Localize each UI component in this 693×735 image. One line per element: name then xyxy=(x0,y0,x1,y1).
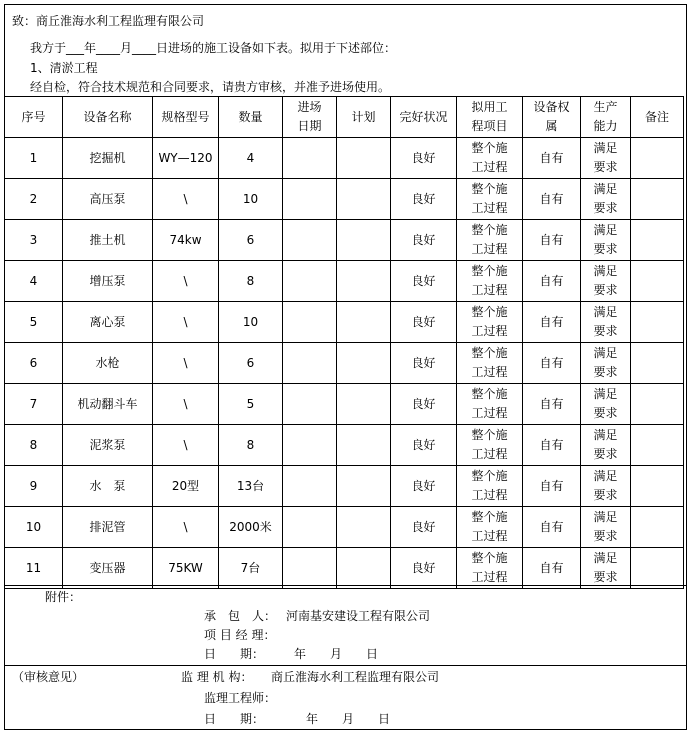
cell-plan xyxy=(337,261,391,302)
addressee-line: 致：商丘淮海水利工程监理有限公司 xyxy=(12,14,205,28)
cell-condition: 良好 xyxy=(391,548,457,589)
table-row xyxy=(5,384,684,425)
cell-qty: 5 xyxy=(219,384,283,425)
cell-condition: 良好 xyxy=(391,138,457,179)
cell-name: 机动翻斗车 xyxy=(63,384,153,425)
table-row xyxy=(5,343,684,384)
cell-condition: 良好 xyxy=(391,466,457,507)
cell-capacity: 满足 要求 xyxy=(581,507,631,548)
cell-plan xyxy=(337,548,391,589)
cell-project: 整个施 工过程 xyxy=(457,179,523,220)
cell-remark xyxy=(631,384,684,425)
table-row xyxy=(5,261,684,302)
cell-entry-date xyxy=(283,425,337,466)
cell-qty: 7台 xyxy=(219,548,283,589)
cell-name: 离心泵 xyxy=(63,302,153,343)
table-row xyxy=(5,179,684,220)
attachment-label: 附件： xyxy=(45,590,82,604)
supervisor-name: 商丘淮海水利工程监理有限公司 xyxy=(271,670,440,684)
self-check-note: 经自检，符合技术规范和合同要求，请贵方审核，并准予进场使用。 xyxy=(30,80,391,94)
table-row xyxy=(5,302,684,343)
cell-qty: 2000米 xyxy=(219,507,283,548)
cell-seq: 2 xyxy=(5,179,63,220)
cell-model: \ xyxy=(153,384,219,425)
cell-qty: 13台 xyxy=(219,466,283,507)
cell-model: 75KW xyxy=(153,548,219,589)
cell-condition: 良好 xyxy=(391,507,457,548)
supervisor-label: 监 理 机 构： xyxy=(181,670,253,684)
cell-plan xyxy=(337,179,391,220)
table-row xyxy=(5,425,684,466)
cell-condition: 良好 xyxy=(391,425,457,466)
cell-entry-date xyxy=(283,138,337,179)
cell-remark xyxy=(631,507,684,548)
cell-qty: 4 xyxy=(219,138,283,179)
cell-capacity: 满足 要求 xyxy=(581,261,631,302)
cell-remark xyxy=(631,548,684,589)
cell-plan xyxy=(337,466,391,507)
header-plan: 计划 xyxy=(337,97,391,138)
cell-plan xyxy=(337,343,391,384)
cell-ownership: 自有 xyxy=(523,261,581,302)
cell-capacity: 满足 要求 xyxy=(581,548,631,589)
cell-name: 水 泵 xyxy=(63,466,153,507)
cell-seq: 11 xyxy=(5,548,63,589)
cell-entry-date xyxy=(283,302,337,343)
cell-remark xyxy=(631,179,684,220)
review-opinion-label: （审核意见） xyxy=(12,670,85,684)
cell-condition: 良好 xyxy=(391,179,457,220)
header-qty: 数量 xyxy=(219,97,283,138)
cell-seq: 3 xyxy=(5,220,63,261)
table-row xyxy=(5,507,684,548)
cell-condition: 良好 xyxy=(391,343,457,384)
cell-entry-date xyxy=(283,179,337,220)
cell-plan xyxy=(337,425,391,466)
table-row xyxy=(5,220,684,261)
table-header-row xyxy=(5,97,684,138)
cell-model: \ xyxy=(153,261,219,302)
cell-model: \ xyxy=(153,302,219,343)
cell-capacity: 满足 要求 xyxy=(581,220,631,261)
cell-ownership: 自有 xyxy=(523,466,581,507)
cell-qty: 10 xyxy=(219,302,283,343)
cell-entry-date xyxy=(283,548,337,589)
table-row xyxy=(5,138,684,179)
cell-remark xyxy=(631,466,684,507)
table-row xyxy=(5,466,684,507)
cell-capacity: 满足 要求 xyxy=(581,179,631,220)
equipment-table xyxy=(4,96,684,589)
cell-model: 20型 xyxy=(153,466,219,507)
header-seq: 序号 xyxy=(5,97,63,138)
cell-seq: 10 xyxy=(5,507,63,548)
cell-name: 水枪 xyxy=(63,343,153,384)
cell-seq: 1 xyxy=(5,138,63,179)
cell-capacity: 满足 要求 xyxy=(581,466,631,507)
cell-condition: 良好 xyxy=(391,261,457,302)
cell-model: \ xyxy=(153,179,219,220)
cell-name: 排泥管 xyxy=(63,507,153,548)
contractor-name: 河南基安建设工程有限公司 xyxy=(286,609,431,623)
table-bottom-rule xyxy=(4,585,687,586)
header-project: 拟用工 程项目 xyxy=(457,97,523,138)
cell-ownership: 自有 xyxy=(523,425,581,466)
cell-entry-date xyxy=(283,343,337,384)
cell-ownership: 自有 xyxy=(523,548,581,589)
cell-ownership: 自有 xyxy=(523,179,581,220)
supervisor-engineer-label: 监理工程师： xyxy=(204,691,277,705)
cell-model: 74kw xyxy=(153,220,219,261)
cell-condition: 良好 xyxy=(391,384,457,425)
cell-model: \ xyxy=(153,507,219,548)
cell-model: \ xyxy=(153,343,219,384)
cell-entry-date xyxy=(283,220,337,261)
table-row xyxy=(5,548,684,589)
cell-capacity: 满足 要求 xyxy=(581,138,631,179)
cell-capacity: 满足 要求 xyxy=(581,425,631,466)
cell-name: 挖掘机 xyxy=(63,138,153,179)
cell-ownership: 自有 xyxy=(523,384,581,425)
cell-ownership: 自有 xyxy=(523,343,581,384)
cell-capacity: 满足 要求 xyxy=(581,343,631,384)
cell-plan xyxy=(337,507,391,548)
cell-qty: 6 xyxy=(219,220,283,261)
project-manager-label: 项 目 经 理： xyxy=(204,628,276,642)
cell-name: 变压器 xyxy=(63,548,153,589)
cell-project: 整个施 工过程 xyxy=(457,261,523,302)
cell-entry-date xyxy=(283,507,337,548)
cell-project: 整个施 工过程 xyxy=(457,466,523,507)
supervisor-date: 日 期： 年 月 日 xyxy=(204,712,391,726)
cell-project: 整个施 工过程 xyxy=(457,384,523,425)
cell-name: 高压泵 xyxy=(63,179,153,220)
cell-seq: 6 xyxy=(5,343,63,384)
cell-entry-date xyxy=(283,466,337,507)
cell-remark xyxy=(631,138,684,179)
cell-qty: 8 xyxy=(219,425,283,466)
cell-seq: 7 xyxy=(5,384,63,425)
cell-project: 整个施 工过程 xyxy=(457,425,523,466)
cell-entry-date xyxy=(283,261,337,302)
cell-ownership: 自有 xyxy=(523,507,581,548)
cell-condition: 良好 xyxy=(391,302,457,343)
cell-plan xyxy=(337,138,391,179)
cell-remark xyxy=(631,343,684,384)
cell-project: 整个施 工过程 xyxy=(457,220,523,261)
cell-remark xyxy=(631,302,684,343)
cell-seq: 8 xyxy=(5,425,63,466)
header-ownership: 设备权 属 xyxy=(523,97,581,138)
header-capacity: 生产 能力 xyxy=(581,97,631,138)
cell-seq: 4 xyxy=(5,261,63,302)
cell-name: 推土机 xyxy=(63,220,153,261)
contractor-date: 日 期： 年 月 日 xyxy=(204,647,379,661)
cell-remark xyxy=(631,425,684,466)
cell-model: WY—120 xyxy=(153,138,219,179)
cell-name: 泥浆泵 xyxy=(63,425,153,466)
cell-project: 整个施 工过程 xyxy=(457,302,523,343)
cell-plan xyxy=(337,384,391,425)
cell-plan xyxy=(337,220,391,261)
header-entry-date: 进场 日期 xyxy=(283,97,337,138)
cell-project: 整个施 工过程 xyxy=(457,548,523,589)
contractor-label: 承 包 人： xyxy=(204,609,277,623)
cell-seq: 9 xyxy=(5,466,63,507)
cell-ownership: 自有 xyxy=(523,220,581,261)
cell-qty: 6 xyxy=(219,343,283,384)
cell-name: 增压泵 xyxy=(63,261,153,302)
cell-qty: 10 xyxy=(219,179,283,220)
review-divider xyxy=(4,665,687,666)
cell-project: 整个施 工过程 xyxy=(457,507,523,548)
cell-capacity: 满足 要求 xyxy=(581,302,631,343)
work-item: 1、清淤工程 xyxy=(30,61,98,75)
cell-remark xyxy=(631,220,684,261)
header-model: 规格型号 xyxy=(153,97,219,138)
cell-ownership: 自有 xyxy=(523,138,581,179)
cell-seq: 5 xyxy=(5,302,63,343)
header-name: 设备名称 xyxy=(63,97,153,138)
cell-ownership: 自有 xyxy=(523,302,581,343)
cell-remark xyxy=(631,261,684,302)
cell-model: \ xyxy=(153,425,219,466)
header-remark: 备注 xyxy=(631,97,684,138)
cell-capacity: 满足 要求 xyxy=(581,384,631,425)
cell-project: 整个施 工过程 xyxy=(457,138,523,179)
header-condition: 完好状况 xyxy=(391,97,457,138)
cell-plan xyxy=(337,302,391,343)
intro-line: 我方于___年____月____日进场的施工设备如下表。拟用于下述部位： xyxy=(30,41,397,55)
cell-qty: 8 xyxy=(219,261,283,302)
cell-condition: 良好 xyxy=(391,220,457,261)
cell-entry-date xyxy=(283,384,337,425)
cell-project: 整个施 工过程 xyxy=(457,343,523,384)
